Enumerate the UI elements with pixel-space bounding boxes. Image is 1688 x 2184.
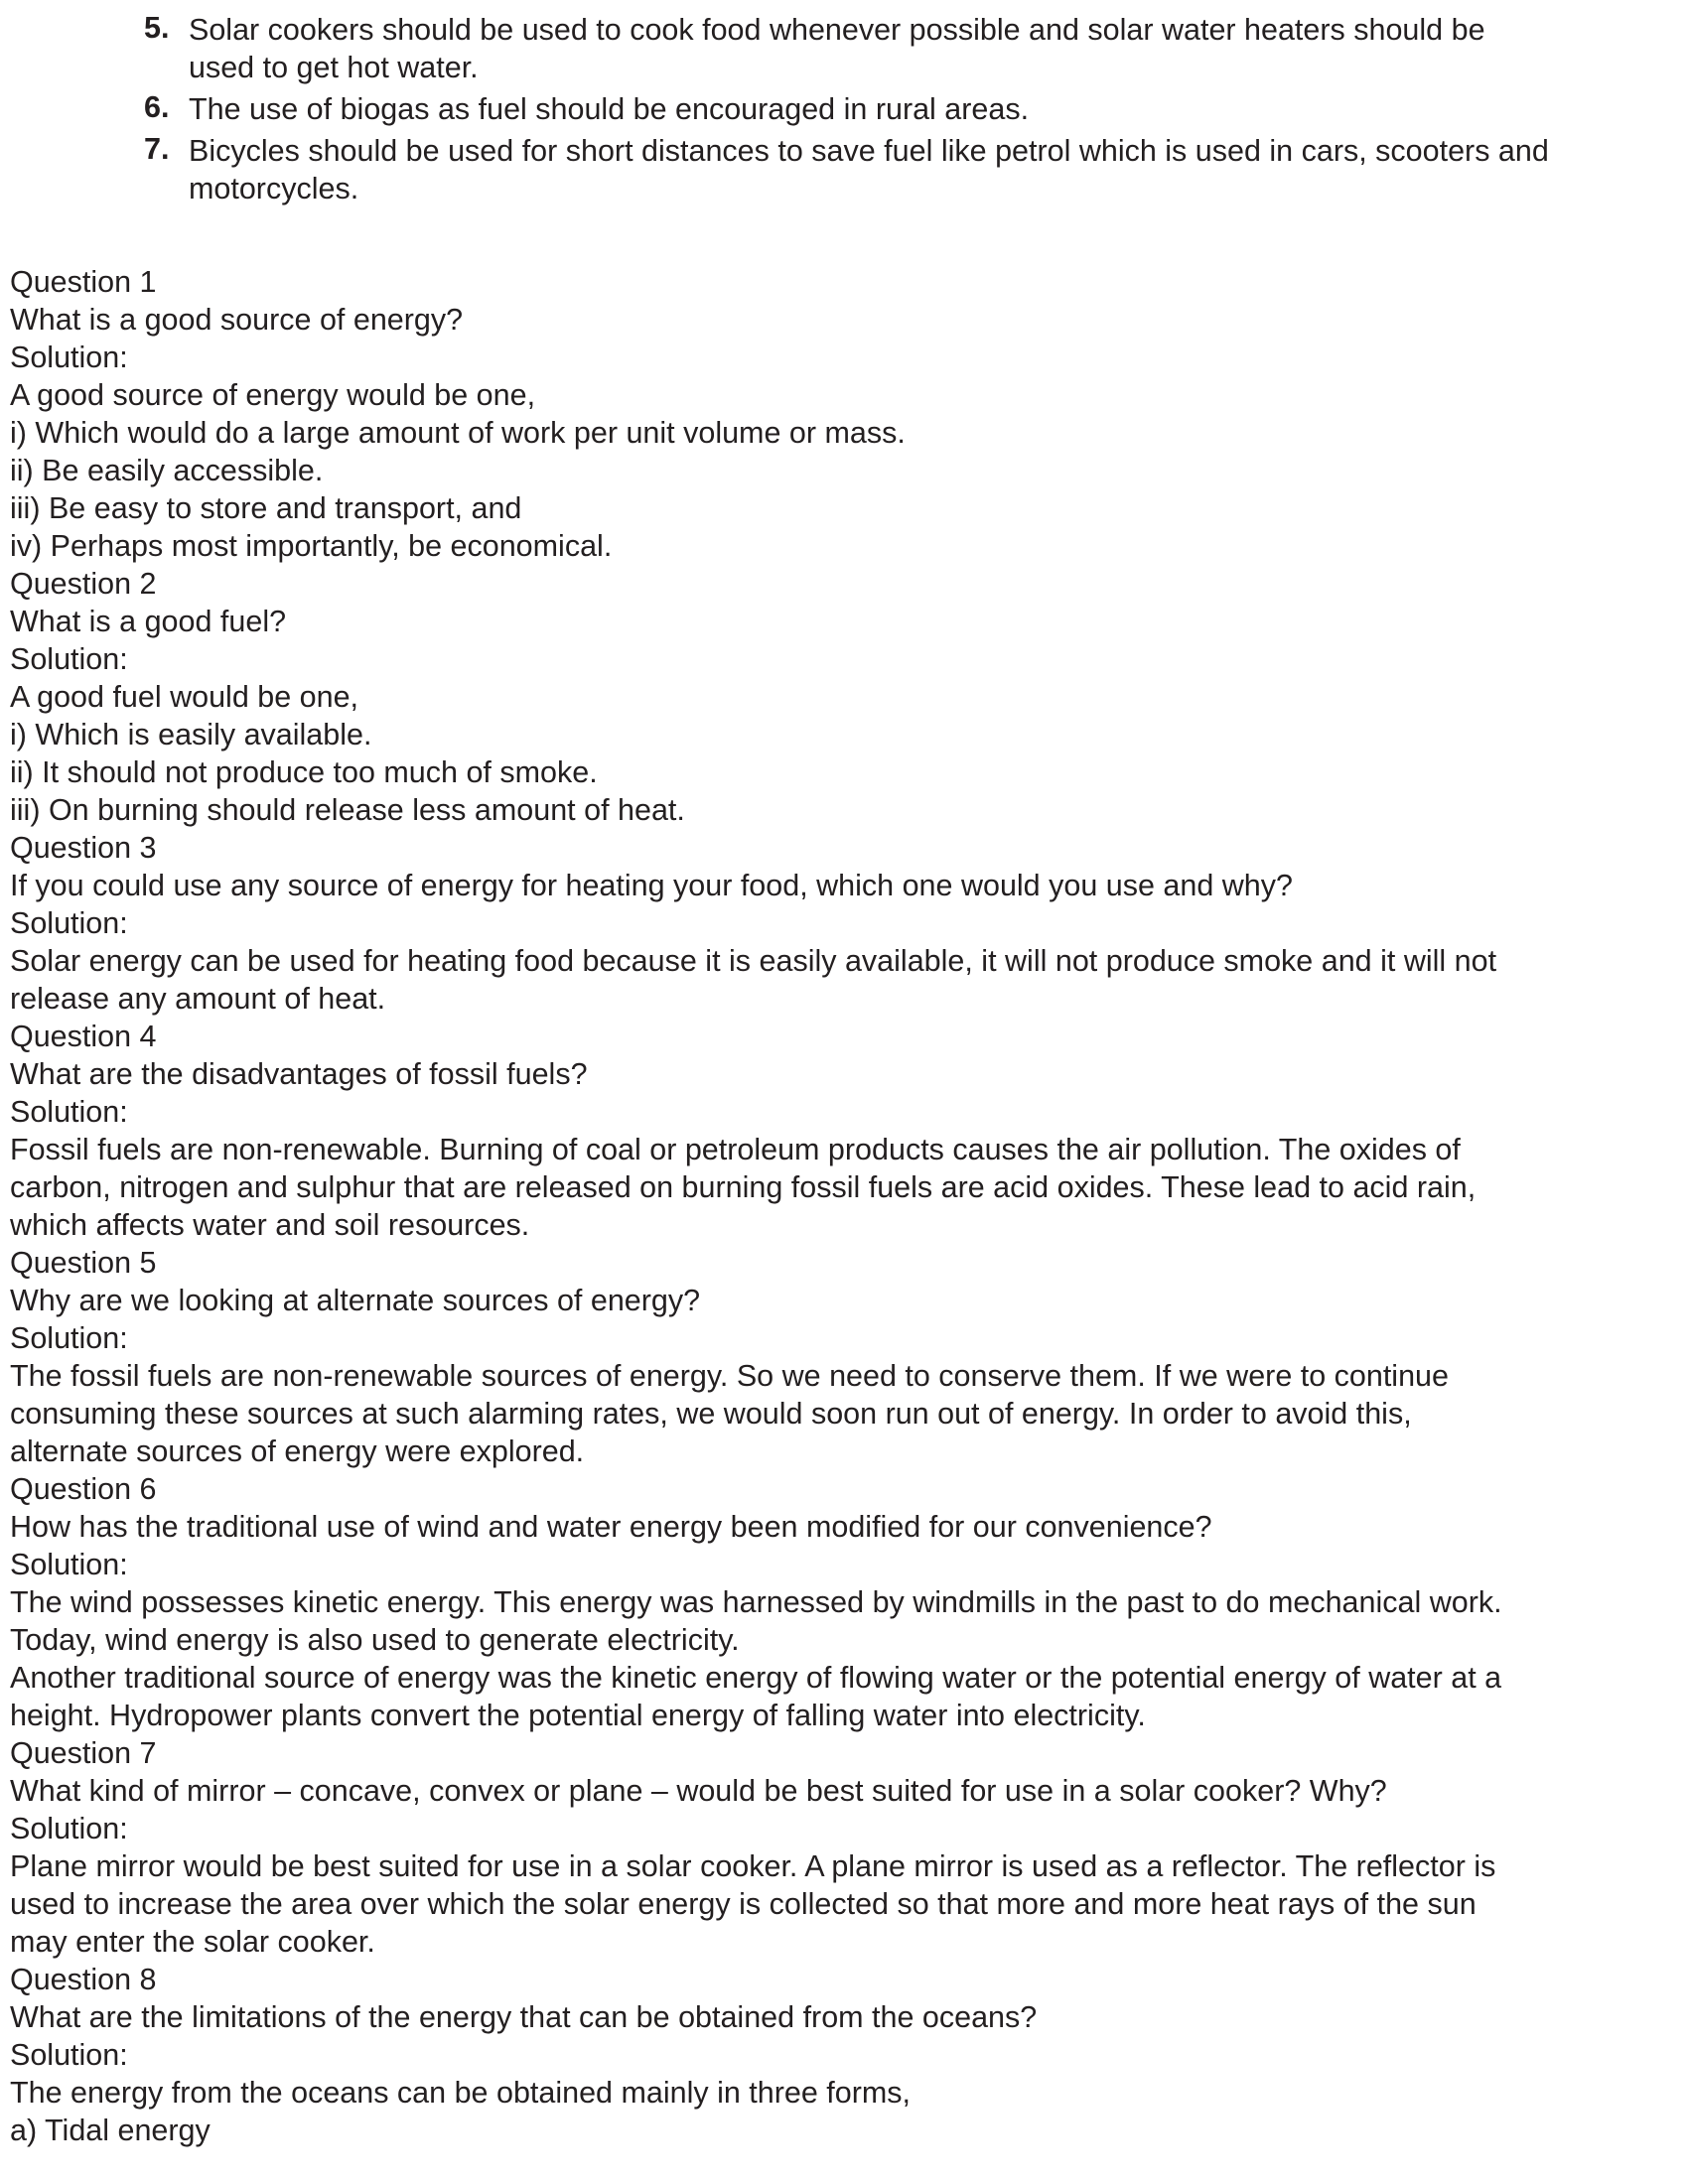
question-text: Why are we looking at alternate sources of energy? bbox=[10, 1284, 701, 1317]
solution-label: Solution: bbox=[10, 642, 128, 676]
question-heading: Question 2 bbox=[10, 567, 157, 601]
solution-label: Solution: bbox=[10, 1321, 128, 1355]
question-block bbox=[10, 1018, 1502, 1244]
answer-line: The fossil fuels are non-renewable sources of energy. So we need to conserve them. If we were to continue bbox=[10, 1359, 1449, 1393]
answer-line: Plane mirror would be best suited for use in a solar cooker. A plane mirror is used as a reflector. The reflector is bbox=[10, 1849, 1496, 1883]
answer-line: Another traditional source of energy was the kinetic energy of flowing water or the potential energy of water at a bbox=[10, 1661, 1502, 1695]
answer-line: The wind possesses kinetic energy. This energy was harnessed by windmills in the past to do mechanical work. bbox=[10, 1585, 1502, 1619]
answer-line: iv) Perhaps most importantly, be economical. bbox=[10, 529, 613, 563]
list-item bbox=[0, 132, 1549, 207]
list-number: 6. bbox=[144, 90, 170, 124]
answer-line: used to increase the area over which the solar energy is collected so that more and more heat rays of the sun bbox=[10, 1887, 1477, 1921]
question-text: What are the limitations of the energy that can be obtained from the oceans? bbox=[10, 2000, 1038, 2034]
question-block bbox=[10, 1244, 1502, 1470]
answer-line: may enter the solar cooker. bbox=[10, 1925, 375, 1959]
questions-section bbox=[10, 263, 1502, 2149]
solution-label: Solution: bbox=[10, 1548, 128, 1581]
list-number: 7. bbox=[144, 132, 170, 166]
answer-line: ii) Be easily accessible. bbox=[10, 454, 324, 487]
answer-line: consuming these sources at such alarming rates, we would soon run out of energy. In order to avoid this, bbox=[10, 1397, 1412, 1431]
question-heading: Question 3 bbox=[10, 831, 157, 865]
list-item bbox=[0, 90, 1549, 128]
answer-line: A good source of energy would be one, bbox=[10, 378, 536, 412]
answer-line: A good fuel would be one, bbox=[10, 680, 359, 714]
solution-label: Solution: bbox=[10, 2038, 128, 2072]
answer-line: release any amount of heat. bbox=[10, 982, 386, 1016]
question-text: What is a good fuel? bbox=[10, 605, 287, 638]
answer-line: a) Tidal energy bbox=[10, 2114, 211, 2147]
list-item-line: motorcycles. bbox=[189, 172, 359, 205]
question-heading: Question 6 bbox=[10, 1472, 157, 1506]
answer-line: Today, wind energy is also used to generate electricity. bbox=[10, 1623, 740, 1657]
answer-line: The energy from the oceans can be obtained mainly in three forms, bbox=[10, 2076, 912, 2110]
list-item-line: Bicycles should be used for short distances to save fuel like petrol which is used in cars, scooters and bbox=[189, 134, 1549, 168]
question-block bbox=[10, 829, 1502, 1018]
answer-line: alternate sources of energy were explored. bbox=[10, 1434, 585, 1468]
answer-line: carbon, nitrogen and sulphur that are released on burning fossil fuels are acid oxides. These lead to acid rain, bbox=[10, 1170, 1477, 1204]
question-block bbox=[10, 1470, 1502, 1734]
answer-line: height. Hydropower plants convert the potential energy of falling water into electricity. bbox=[10, 1699, 1146, 1732]
question-heading: Question 8 bbox=[10, 1963, 157, 1996]
answer-line: ii) It should not produce too much of smoke. bbox=[10, 755, 598, 789]
question-heading: Question 4 bbox=[10, 1020, 157, 1053]
question-text: What is a good source of energy? bbox=[10, 303, 464, 337]
list-item-line: The use of biogas as fuel should be encouraged in rural areas. bbox=[189, 92, 1030, 126]
answer-line: i) Which would do a large amount of work per unit volume or mass. bbox=[10, 416, 906, 450]
question-text: What are the disadvantages of fossil fuels? bbox=[10, 1057, 588, 1091]
question-heading: Question 1 bbox=[10, 265, 157, 299]
answer-line: Solar energy can be used for heating food because it is easily available, it will not produce smoke and it will not bbox=[10, 944, 1497, 978]
question-block bbox=[10, 565, 1502, 829]
answer-line: which affects water and soil resources. bbox=[10, 1208, 530, 1242]
question-text: What kind of mirror – concave, convex or plane – would be best suited for use in a solar cooker? Why? bbox=[10, 1774, 1387, 1808]
question-text: If you could use any source of energy for heating your food, which one would you use and why? bbox=[10, 869, 1293, 902]
list-item-line: used to get hot water. bbox=[189, 51, 479, 84]
answer-line: i) Which is easily available. bbox=[10, 718, 372, 751]
list-number: 5. bbox=[144, 11, 170, 45]
solution-label: Solution: bbox=[10, 341, 128, 374]
question-text: How has the traditional use of wind and water energy been modified for our convenience? bbox=[10, 1510, 1212, 1544]
solution-label: Solution: bbox=[10, 906, 128, 940]
solution-label: Solution: bbox=[10, 1812, 128, 1845]
question-block bbox=[10, 263, 1502, 565]
question-block bbox=[10, 1961, 1502, 2149]
answer-line: Fossil fuels are non-renewable. Burning of coal or petroleum products causes the air pollution. The oxides of bbox=[10, 1133, 1461, 1166]
answer-line: iii) Be easy to store and transport, and bbox=[10, 491, 522, 525]
list-item bbox=[0, 11, 1549, 86]
solution-label: Solution: bbox=[10, 1095, 128, 1129]
question-block bbox=[10, 1734, 1502, 1961]
question-heading: Question 5 bbox=[10, 1246, 157, 1280]
answer-line: iii) On burning should release less amount of heat. bbox=[10, 793, 685, 827]
question-heading: Question 7 bbox=[10, 1736, 157, 1770]
list-item-line: Solar cookers should be used to cook food whenever possible and solar water heaters should be bbox=[189, 13, 1485, 47]
conservation-tips-list bbox=[0, 11, 1549, 207]
